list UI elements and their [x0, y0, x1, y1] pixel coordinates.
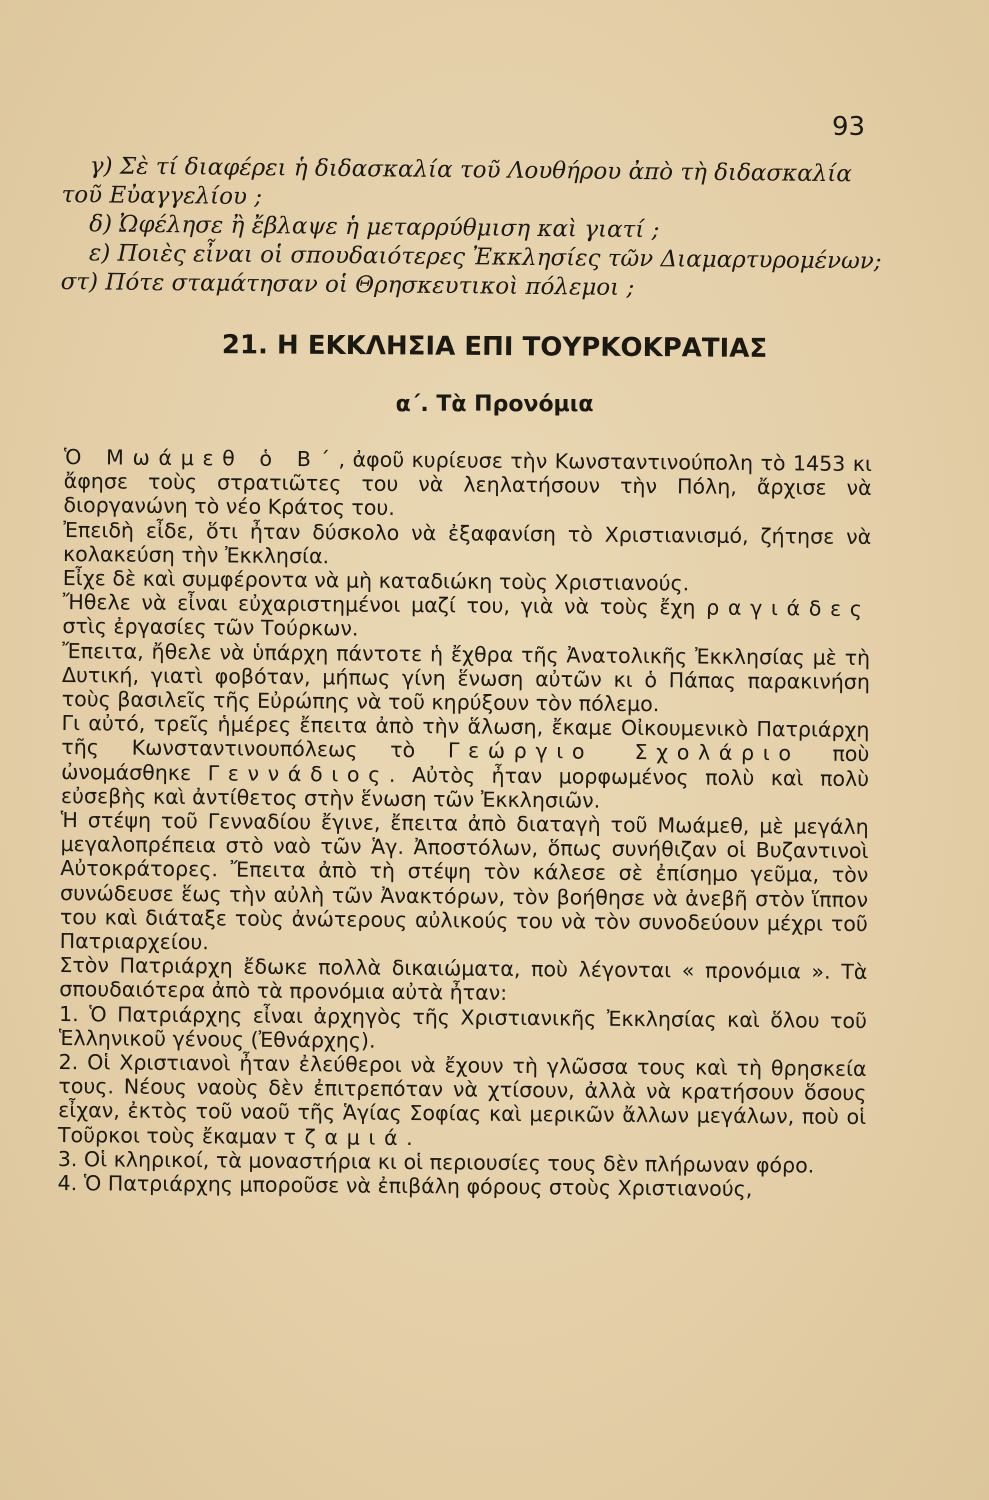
paragraph: Εἶχε δὲ καὶ συμφέροντα νὰ μὴ καταδιώκη τοὺς Χριστιανούς.	[62, 566, 690, 596]
question-text: ε) Ποιὲς εἶναι οἱ σπουδαιότερες Ἐκκλησίες τῶν Διαμαρτυρομένων;	[88, 240, 882, 275]
paragraph-text: Ἤθελε νὰ εἶναι εὐχαριστημένοι μαζί του, γιὰ νὰ τοὺς ἔχη	[62, 590, 707, 620]
question-text: γ) Σὲ τί διαφέρει ἡ διδασκαλία τοῦ Λουθήρου ἀπὸ τὴ διδασκαλία	[89, 153, 852, 188]
page-number: 93	[832, 112, 866, 142]
paragraph-text: 2. Οἱ Χριστιανοὶ ἦταν ἐλεύθεροι νὰ ἔχουν τὴ γλῶσσα τους καὶ τὴ θρησκεία τους. Νέους ναοὺς δὲν ἐπιτρεπόταν νὰ χτίσουν, ἀλλὰ νὰ κρατήσουν ὅσους εἶχαν, ἐκτὸς τοῦ ναοῦ τῆς Ἁγίας Σοφίας καὶ μερικῶν ἄλλων μεγάλων, ποὺ οἱ Τοῦρκοι τοὺς ἔκαμαν	[57, 1050, 867, 1149]
paragraph-text: ποὺ ὠνομάσθηκε	[61, 741, 870, 785]
paragraph	[61, 711, 870, 815]
emphasized-term: τζαμιά	[283, 1124, 407, 1150]
question-item	[61, 152, 897, 219]
emphasized-name: Γεννάδιος	[207, 760, 390, 787]
paragraph	[63, 445, 872, 525]
chapter-title: 21. Η ΕΚΚΛΗΣΙΑ ΕΠΙ ΤΟΥΡΚΟΚΡΑΤΙΑΣ	[221, 330, 768, 364]
paragraph: Ἡ στέψη τοῦ Γενναδίου ἔγινε, ἔπειτα ἀπὸ διαταγὴ τοῦ Μωάμεθ, μὲ μεγάλη μεγαλοπρέπεια στὸ ναὸ τῶν Ἁγ. Ἀποστόλων, ὅπως συνήθιζαν οἱ Βυζαντινοὶ Αὐτοκράτορες. Ἔπειτα ἀπὸ τὴ στέψη τὸν κάλεσε σὲ ἐπίσημο γεῦμα, τὸν συνώδευσε ἕως τὴν αὐλὴ τῶν Ἀνακτόρων, τὸν βοήθησε νὰ ἀνεβῆ στὸν ἵππον του καὶ διάταξε τοὺς ἀνώτερους αὐλικούς του νὰ τὸν συνοδεύουν μέχρι τοῦ Πατριαρχείου.	[59, 808, 869, 955]
list-paragraph: 1. Ὁ Πατριάρχης εἶναι ἀρχηγὸς τῆς Χριστιανικῆς Ἐκκλησίας καὶ ὅλου τοῦ Ἑλληνικοῦ γένους (Ἐθνάρχης).	[58, 1001, 868, 1053]
review-questions	[60, 152, 896, 306]
paragraph-text: .	[406, 1125, 413, 1150]
paragraph: Στὸν Πατριάρχη ἔδωκε πολλὰ δικαιώματα, ποὺ λέγονται « προνόμια ». Τὰ σπουδαιότερα ἀπὸ τὰ προνόμια αὐτὰ ἦταν:	[59, 953, 868, 1006]
question-text-continued: τοῦ Εὐαγγελίου ;	[61, 181, 263, 211]
question-text: δ) Ὠφέλησε ἢ ἔβλαψε ἡ μεταρρύθμιση καὶ γιατί ;	[89, 211, 660, 244]
emphasized-name: Γεώργιο Σχολάριο	[447, 738, 800, 766]
list-paragraph	[58, 1050, 867, 1154]
question-text: στ) Πότε σταμάτησαν οἱ Θρησκευτικοὶ πόλεμοι ;	[60, 268, 635, 301]
paragraph-text: Γι αὐτό, τρεῖς ἡμέρες ἔπειτα ἀπὸ τὴν ἅλωση, ἔκαμε Οἰκουμενικὸ Πατριάρχη τῆς Κωνσταντινουπόλεως τὸ	[61, 711, 870, 763]
section-title: α΄. Τὰ Προνόμια	[395, 392, 594, 417]
paragraph: Ἐπειδὴ εἶδε, ὅτι ἦταν δύσκολο νὰ ἐξαφανίση τὸ Χριστιανισμό, ζήτησε νὰ κολακεύση τὴν Ἐκκλησία.	[62, 517, 872, 569]
paragraph-text: . Αὐτὸς ἦταν μορφωμένος πολὺ καὶ πολὺ εὐσεβὴς καὶ ἀντίθετος στὴν ἕνωση τῶν Ἐκκλησιῶν.	[60, 762, 870, 813]
paragraph: Ἔπειτα, ἤθελε νὰ ὑπάρχη πάντοτε ἡ ἔχθρα τῆς Ἀνατολικῆς Ἐκκλησίας μὲ τὴ Δυτική, γιατὶ φοβόταν, μήπως γίνη ἕνωση αὐτῶν κι ὁ Πάπας παρακινήση τοὺς βασιλεῖς τῆς Εὐρώπης νὰ τοῦ κηρύξουν τὸν πόλεμο.	[61, 638, 871, 717]
list-paragraph: 3. Οἱ κληρικοί, τὰ μοναστήρια κι οἱ περιουσίες τους δὲν πλήρωναν φόρο.	[57, 1146, 815, 1178]
emphasized-term: ραγιάδες	[706, 595, 871, 622]
list-paragraph: 4. Ὁ Πατριάρχης μποροῦσε νὰ ἐπιβάλη φόρους στοὺς Χριστιανούς,	[57, 1171, 753, 1202]
paragraph-text: , ἀφοῦ κυρίευσε τὴν Κωνσταντινούπολη τὸ 1453 κι ἄφησε τοὺς στρατιῶτες του νὰ λεηλατήσουν τὴν Πόλη, ἄρχισε νὰ διοργανώνη τὸ νέο Κράτος του.	[63, 447, 872, 521]
emphasized-name: Ὁ Μωάμεθ ὁ Β΄	[63, 445, 339, 472]
paragraph	[62, 590, 870, 645]
body-text	[57, 445, 872, 1202]
paragraph-text: στὶς ἐργασίες τῶν Τούρκων.	[62, 614, 359, 641]
